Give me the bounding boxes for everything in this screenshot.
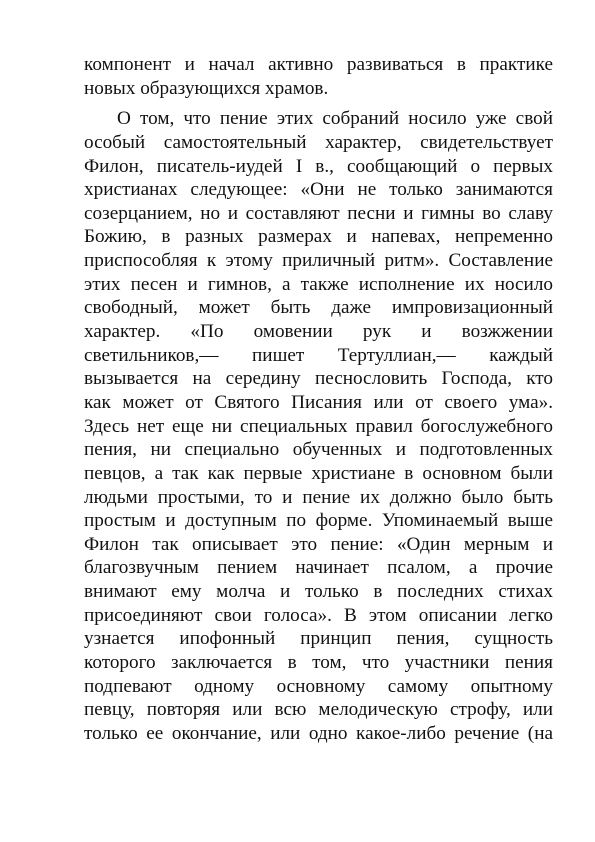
- text-line: благозвучным пением начинает псалом, а прочие: [84, 557, 553, 579]
- text-line: новых образующихся храмов.: [84, 77, 329, 99]
- text-line: которого заключается в том, что участники пения: [84, 652, 553, 674]
- text-line: Божию, в разных размерах и напевах, непременно: [84, 226, 553, 248]
- text-line: характер. «По омовении рук и возжжении: [84, 321, 553, 343]
- text-line: христианах следующее: «Они не только занимаются: [84, 179, 553, 201]
- text-line: Филон, писатель-иудей I в., сообщающий о первых: [84, 155, 553, 177]
- text-line: людьми простыми, то и пение их должно было быть: [84, 486, 553, 508]
- text-line: свободный, может быть даже импровизационный: [84, 297, 553, 319]
- text-line: компонент и начал активно развиваться в практике: [84, 54, 553, 75]
- text-line: О том, что пение этих собраний носило уже свой: [117, 108, 553, 130]
- text-line: певцу, повторяя или всю мелодическую строфу, или: [84, 699, 553, 721]
- text-line: особый самостоятельный характер, свидетельствует: [84, 131, 553, 153]
- text-line: Филон так описывает это пение: «Один мерным и: [84, 533, 553, 555]
- text-line: подпевают одному основному самому опытному: [84, 675, 553, 697]
- paragraph-2: [84, 107, 553, 745]
- text-line: певцов, а так как первые христиане в основном были: [84, 462, 553, 484]
- text-line: пения, ни специально обученных и подготовленных: [84, 439, 553, 461]
- text-line: присоединяют свои голоса». В этом описании легко: [84, 604, 553, 626]
- text-line: вызывается на середину песнословить Господа, кто: [84, 368, 553, 390]
- text-line: внимают ему молча и только в последних стихах: [84, 581, 553, 603]
- text-line: как может от Святого Писания или от своего ума».: [84, 391, 553, 413]
- text-line: этих песен и гимнов, а также исполнение их носило: [84, 273, 553, 295]
- text-line: узнается ипофонный принцип пения, сущность: [84, 628, 553, 650]
- text-line: только ее окончание, или одно какое-либо речение (на: [84, 722, 553, 744]
- text-line: Здесь нет еще ни специальных правил богослужебного: [84, 415, 553, 437]
- text-line: созерцанием, но и составляют песни и гимны во славу: [84, 202, 553, 224]
- text-line: светильников,— пишет Тертуллиан,— каждый: [84, 344, 553, 366]
- document-page: [84, 53, 553, 746]
- text-line: приспособляя к этому приличный ритм». Составление: [84, 250, 553, 272]
- paragraph-1: [84, 53, 553, 100]
- text-line: простым и доступным по форме. Упоминаемый выше: [84, 510, 553, 532]
- paragraph-spacing: [84, 100, 553, 107]
